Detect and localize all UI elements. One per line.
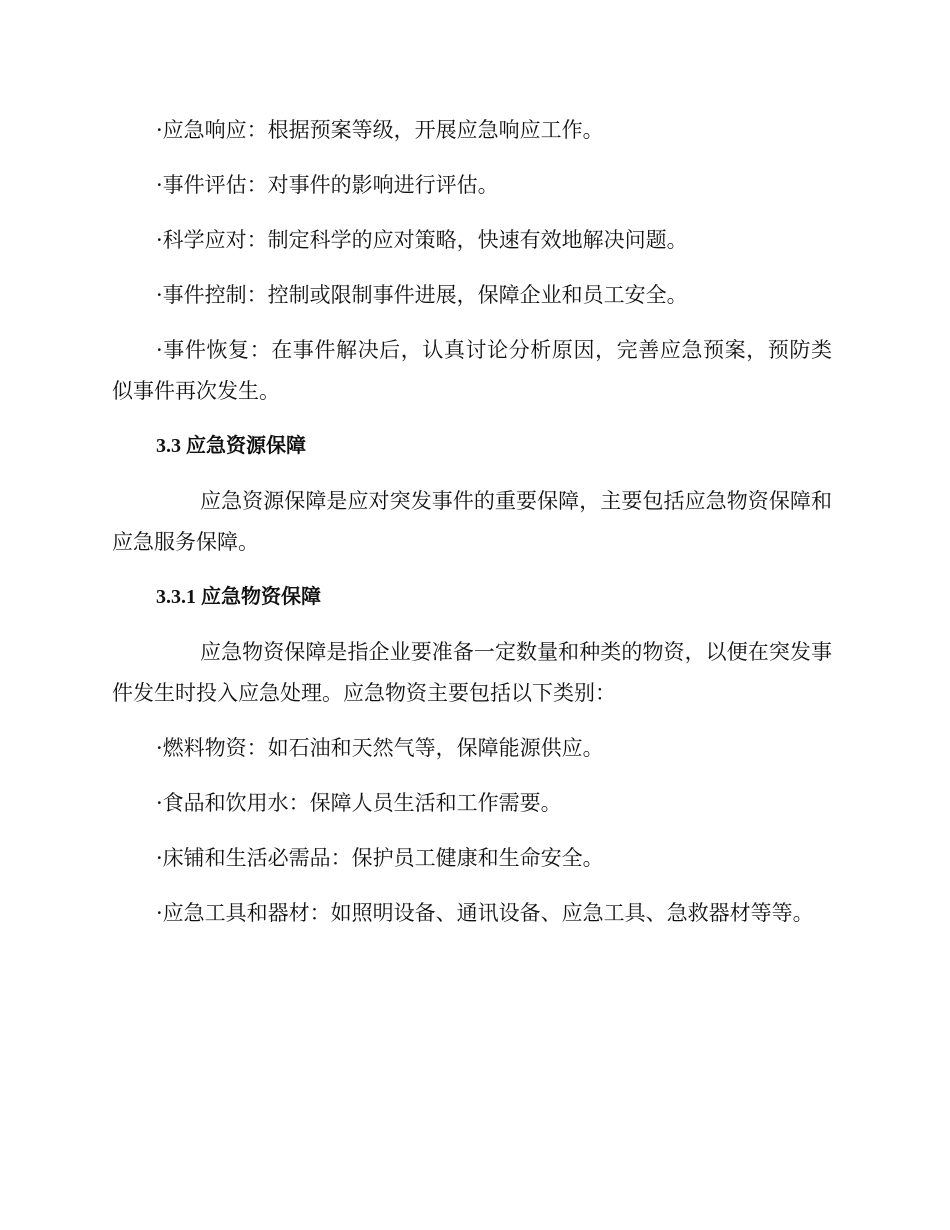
bullet-scientific-response: ·科学应对：制定科学的应对策略，快速有效地解决问题。 xyxy=(156,228,688,252)
bullet-food-water: ·食品和饮用水：保障人员生活和工作需要。 xyxy=(156,791,562,815)
section-3-3-body: 应急资源保障是应对突发事件的重要保障，主要包括应急物资保障和应急服务保障。 xyxy=(112,489,832,554)
bullet-event-control: ·事件控制：控制或限制事件进展，保障企业和员工安全。 xyxy=(156,283,688,307)
bullet-bedding-necessities: ·床铺和生活必需品：保护员工健康和生命安全。 xyxy=(156,846,604,870)
bullet-tools-equipment: ·应急工具和器材：如照明设备、通讯设备、应急工具、急救器材等等。 xyxy=(156,901,814,925)
bullet-event-assessment: ·事件评估：对事件的影响进行评估。 xyxy=(156,173,499,197)
bullet-fuel-supplies: ·燃料物资：如石油和天然气等，保障能源供应。 xyxy=(156,736,604,760)
document-page xyxy=(112,110,832,934)
section-3-3-1-body: 应急物资保障是指企业要准备一定数量和种类的物资，以便在突发事件发生时投入应急处理。应急物资主要包括以下类别： xyxy=(112,640,832,705)
section-heading-3-3: 3.3 应急资源保障 xyxy=(156,435,306,457)
bullet-emergency-response: ·应急响应：根据预案等级，开展应急响应工作。 xyxy=(156,118,604,142)
bullet-event-recovery: ·事件恢复：在事件解决后，认真讨论分析原因，完善应急预案，预防类似事件再次发生。 xyxy=(112,338,832,403)
section-heading-3-3-1: 3.3.1 应急物资保障 xyxy=(156,586,321,608)
